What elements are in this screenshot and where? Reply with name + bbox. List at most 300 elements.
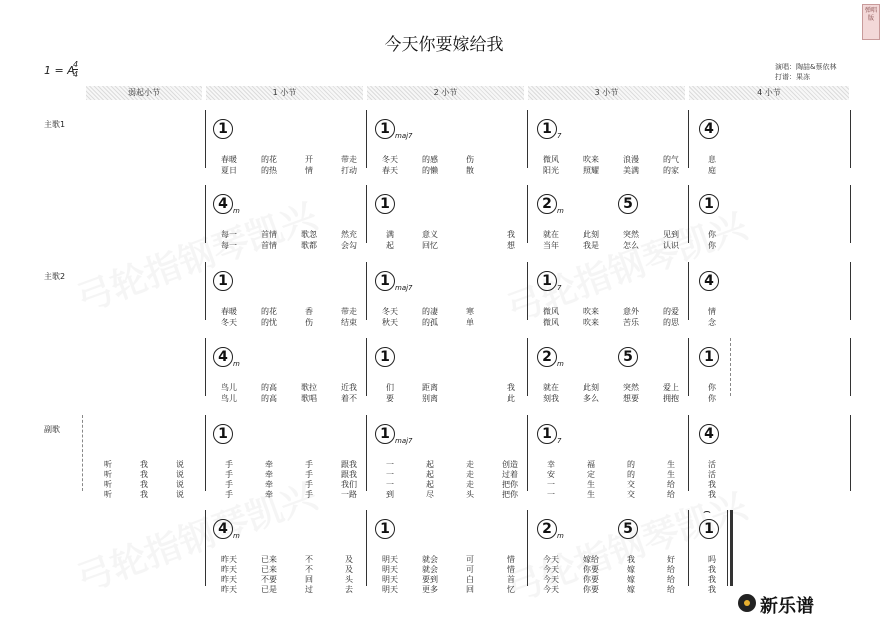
lyric-word: 手 [305,460,313,469]
lyric-word: 手 [225,460,233,469]
chord-degree: 1 [213,271,233,291]
chord-degree: 1 [375,424,395,444]
lyric-word: 给 [667,490,675,499]
chord-quality: maj7 [395,284,413,292]
chord-degree: 5 [618,519,638,539]
chord-symbol [699,118,719,140]
lyric-word: 你要 [583,575,599,584]
site-logo: 新乐谱 [760,596,814,617]
chord-quality: m [557,532,564,540]
bar-header-2: 2 小节 [367,86,524,100]
lyric-word: 手 [305,470,313,479]
lyric-word: 歌都 [301,241,317,250]
chord-degree: 4 [213,347,233,367]
lyric-word: 见到 [663,230,679,239]
lyric-word: 带走 [341,307,357,316]
lyric-word: 我 [708,575,716,584]
lyric-word: 走 [466,460,474,469]
barline [688,415,689,491]
chord-symbol [537,118,561,140]
lyric-word: 手 [225,470,233,479]
lyric-word: 然充 [341,230,357,239]
lyric-word: 爱上 [663,383,679,392]
lyric-word: 昨天 [221,585,237,594]
barline [527,338,528,396]
chord-symbol [537,423,561,445]
song-title: 今天你要嫁给我 [384,35,504,55]
barline [688,110,689,168]
chord-symbol [537,270,561,292]
lyric-word: 明天 [382,585,398,594]
lyric-word: 给 [667,480,675,489]
lyric-word: 突然 [623,230,639,239]
lyric-word: 就在 [543,383,559,392]
lyric-word: 我 [140,480,148,489]
barline [366,338,367,396]
lyric-word: 的懒 [422,166,438,175]
lyric-word: 头 [345,575,353,584]
lyric-word: 可 [466,565,474,574]
lyric-word: 的气 [663,155,679,164]
lyric-word: 意外 [623,307,639,316]
lyric-word: 距离 [422,383,438,392]
lyric-word: 说 [176,460,184,469]
lyric-word: 生 [667,460,675,469]
lyric-word: 嫁 [627,575,635,584]
lyric-word: 生 [667,470,675,479]
lyric-word: 突然 [623,383,639,392]
barline [527,185,528,243]
lyric-word: 鸟儿 [221,383,237,392]
lyric-word: 起 [426,480,434,489]
lyric-word: 的热 [261,166,277,175]
lyric-word: 已来 [261,565,277,574]
chord-quality: m [233,360,240,368]
lyric-word: 走 [466,480,474,489]
lyric-word: 给 [667,575,675,584]
lyric-word: 伤 [466,155,474,164]
lyric-word: 息 [708,155,716,164]
lyric-word: 的花 [261,307,277,316]
chord-symbol [699,346,719,368]
lyric-word: 我 [140,490,148,499]
lyric-word: 惜 [507,565,515,574]
lyric-word: 已是 [261,585,277,594]
lyric-word: 手 [305,480,313,489]
barline [205,338,206,396]
meter-top: 4 [73,60,79,69]
chord-degree: 1 [537,424,557,444]
chord-symbol [375,193,395,215]
barline [527,415,528,491]
chord-degree: 5 [618,347,638,367]
lyric-word: 回 [466,585,474,594]
lyric-word: 春暖 [221,155,237,164]
lyric-word: 要到 [422,575,438,584]
lyric-word: 吹来 [583,155,599,164]
chord-symbol [537,193,564,215]
lyric-word: 昨天 [221,555,237,564]
lyric-word: 刻我 [543,394,559,403]
lyric-word: 寒 [466,307,474,316]
lyric-word: 浪漫 [623,155,639,164]
lyric-word: 着不 [341,394,357,403]
lyric-word: 交 [627,490,635,499]
lyric-word: 我 [507,383,515,392]
lyric-word: 的高 [261,394,277,403]
lyric-word: 昨天 [221,565,237,574]
lyric-word: 微风 [543,318,559,327]
lyric-word: 创造 [502,460,518,469]
lyric-word: 微风 [543,155,559,164]
lyric-word: 安 [547,470,555,479]
chord-symbol [537,346,564,368]
lyric-word: 鸟儿 [221,394,237,403]
barline [527,110,528,168]
lyric-word: 昨天 [221,575,237,584]
barline [205,262,206,320]
lyric-word: 生 [587,480,595,489]
chord-degree: 1 [375,519,395,539]
lyric-word: 近我 [341,383,357,392]
lyric-word: 今天 [543,575,559,584]
chord-symbol [375,118,413,140]
lyric-word: 秋天 [382,318,398,327]
lyric-word: 今天 [543,555,559,564]
lyric-word: 我 [708,480,716,489]
lyric-word: 回忆 [422,241,438,250]
barline [205,510,206,586]
lyric-word: 过着 [502,470,518,479]
section-chorus: 副歌 [44,425,60,434]
bar-header-3: 3 小节 [528,86,685,100]
chord-symbol [213,118,233,140]
fermata-icon: ⌢ [703,504,711,518]
lyric-word: 你要 [583,565,599,574]
chord-symbol [375,270,413,292]
lyric-word: 此刻 [583,230,599,239]
lyric-word: 好 [667,555,675,564]
lyric-word: 我 [708,565,716,574]
lyric-word: 一 [386,460,394,469]
lyric-word: 听 [104,470,112,479]
lyric-word: 结束 [341,318,357,327]
chord-degree: 1 [213,119,233,139]
lyric-word: 的 [627,460,635,469]
lyric-word: 的 [627,470,635,479]
lyric-word: 就在 [543,230,559,239]
arranger-credit: 打谱：果冻 [775,73,810,81]
barline [850,185,851,243]
lyric-word: 首 [507,575,515,584]
key-signature: 1 = A [44,64,75,77]
lyric-word: 说 [176,470,184,479]
time-signature [73,60,78,79]
lyric-word: 单 [466,318,474,327]
lyric-word: 我 [140,470,148,479]
chord-quality: 7 [557,284,562,292]
chord-quality: m [557,207,564,215]
lyric-word: 跟我 [341,460,357,469]
lyric-word: 冬天 [382,155,398,164]
chord-symbol [213,346,240,368]
lyric-word: 情 [305,166,313,175]
lyric-word: 起 [386,241,394,250]
lyric-word: 及 [345,555,353,564]
lyric-word: 手 [305,490,313,499]
lyric-word: 拥抱 [663,394,679,403]
lyric-word: 的孤 [422,318,438,327]
lyric-word: 明天 [382,565,398,574]
chord-symbol [699,193,719,215]
chord-symbol [375,423,413,445]
lyric-word: 开 [305,155,313,164]
lyric-word: 的高 [261,383,277,392]
lyric-word: 情 [708,307,716,316]
lyric-word: 跟我 [341,470,357,479]
barline [205,110,206,168]
lyric-word: 你 [708,383,716,392]
lyric-word: 想 [507,241,515,250]
lyric-word: 微风 [543,307,559,316]
lyric-word: 不要 [261,575,277,584]
lyric-word: 头 [466,490,474,499]
chord-degree: 4 [699,119,719,139]
lyric-word: 的爱 [663,307,679,316]
lyric-word: 去 [345,585,353,594]
lyric-word: 歌唱 [301,394,317,403]
lyric-word: 不 [305,565,313,574]
chord-symbol [699,270,719,292]
lyric-word: 首情 [261,230,277,239]
lyric-word: 尽 [426,490,434,499]
barline [688,338,689,396]
edition-badge: 弹唱版 [862,4,880,40]
barline [688,262,689,320]
lyric-word: 想要 [623,394,639,403]
lyric-word: 今天 [543,585,559,594]
lyric-word: 你要 [583,585,599,594]
lyric-word: 嫁 [627,565,635,574]
lyric-word: 把你 [502,480,518,489]
chord-degree: 1 [213,424,233,444]
chord-degree: 4 [699,424,719,444]
lyric-word: 每一 [221,241,237,250]
lyric-word: 回 [305,575,313,584]
lyric-word: 我是 [583,241,599,250]
barline [366,185,367,243]
barline [366,110,367,168]
singer-credit: 演唱：陶喆&蔡依林 [775,63,837,71]
lyric-word: 我 [627,555,635,564]
final-barline [727,510,728,586]
lyric-word: 香 [305,307,313,316]
chord-quality: maj7 [395,132,413,140]
lyric-word: 不 [305,555,313,564]
lyric-word: 的凄 [422,307,438,316]
lyric-word: 阳光 [543,166,559,175]
pickup-barline [82,415,83,491]
lyric-word: 满 [386,230,394,239]
lyric-word: 此 [507,394,515,403]
lyric-word: 明天 [382,555,398,564]
lyric-word: 打动 [341,166,357,175]
lyric-word: 说 [176,480,184,489]
lyric-word: 听 [104,480,112,489]
lyric-word: 散 [466,166,474,175]
bar-header-pickup: 弱起小节 [86,86,202,100]
lyric-word: 伤 [305,318,313,327]
lyric-word: 首情 [261,241,277,250]
chord-degree: 4 [213,194,233,214]
lyric-word: 怎么 [623,241,639,250]
dashed-barline [730,338,731,396]
lyric-word: 要 [386,394,394,403]
lyric-word: 们 [386,383,394,392]
lyric-word: 吗 [708,555,716,564]
lyric-word: 冬天 [382,307,398,316]
barline [850,415,851,491]
lyric-word: 今天 [543,565,559,574]
lyric-word: 的感 [422,155,438,164]
chord-degree: 2 [537,519,557,539]
barline [366,415,367,491]
lyric-word: 更多 [422,585,438,594]
chord-symbol [213,518,240,540]
lyric-word: 的家 [663,166,679,175]
lyric-word: 美满 [623,166,639,175]
lyric-word: 吹来 [583,318,599,327]
lyric-word: 定 [587,470,595,479]
lyric-word: 给 [667,565,675,574]
lyric-word: 歌忽 [301,230,317,239]
chord-degree: 1 [375,271,395,291]
lyric-word: 牵 [265,490,273,499]
lyric-word: 歌拉 [301,383,317,392]
lyric-word: 多么 [583,394,599,403]
chord-degree: 1 [375,119,395,139]
barline [688,185,689,243]
lyric-word: 及 [345,565,353,574]
lyric-word: 的花 [261,155,277,164]
lyric-word: 手 [225,490,233,499]
lyric-word: 已来 [261,555,277,564]
chord-symbol [618,346,638,368]
barline [366,510,367,586]
chord-quality: maj7 [395,437,413,445]
lyric-word: 念 [708,318,716,327]
lyric-word: 起 [426,460,434,469]
lyric-word: 嫁 [627,585,635,594]
lyric-word: 我们 [341,480,357,489]
lyric-word: 牵 [265,460,273,469]
lyric-word: 嫁给 [583,555,599,564]
lyric-word: 夏日 [221,166,237,175]
lyric-word: 白 [466,575,474,584]
chord-symbol [213,270,233,292]
lyric-word: 照耀 [583,166,599,175]
lyric-word: 你 [708,241,716,250]
lyric-word: 生 [587,490,595,499]
barline [850,110,851,168]
lyric-word: 一 [386,480,394,489]
section-verse-2: 主歌2 [44,272,66,281]
lyric-word: 当年 [543,241,559,250]
vinyl-logo-icon [738,594,756,612]
chord-degree: 2 [537,194,557,214]
barline [688,510,689,586]
lyric-word: 说 [176,490,184,499]
barline [205,185,206,243]
lyric-word: 听 [104,490,112,499]
lyric-word: 手 [225,480,233,489]
chord-degree: 1 [537,271,557,291]
lyric-word: 就会 [422,565,438,574]
chord-degree: 1 [375,347,395,367]
lyric-word: 牵 [265,480,273,489]
bar-header-4: 4 小节 [689,86,849,100]
lyric-word: 走 [466,470,474,479]
section-verse-1: 主歌1 [44,120,66,129]
lyric-word: 把你 [502,490,518,499]
lyric-word: 给 [667,585,675,594]
chord-symbol [213,193,240,215]
barline [366,262,367,320]
lyric-word: 冬天 [221,318,237,327]
lyric-word: 忆 [507,585,515,594]
lyric-word: 每一 [221,230,237,239]
chord-degree: 1 [699,347,719,367]
meter-bottom: 4 [73,70,79,79]
lyric-word: 一 [547,480,555,489]
lyric-word: 一 [386,470,394,479]
chord-quality: m [233,532,240,540]
lyric-word: 认识 [663,241,679,250]
chord-symbol [618,193,638,215]
lyric-word: 牵 [265,470,273,479]
lyric-word: 春天 [382,166,398,175]
lyric-word: 福 [587,460,595,469]
chord-symbol [618,518,638,540]
chord-quality: m [233,207,240,215]
lyric-word: 我 [708,585,716,594]
lyric-word: 会勾 [341,241,357,250]
lyric-word: 活 [708,460,716,469]
barline [850,338,851,396]
watermark [69,188,323,322]
lyric-word: 你 [708,394,716,403]
lyric-word: 明天 [382,575,398,584]
chord-degree: 1 [699,194,719,214]
lyric-word: 此刻 [583,383,599,392]
chord-quality: m [557,360,564,368]
lyric-word: 带走 [341,155,357,164]
chord-symbol [699,423,719,445]
lyric-word: 听 [104,460,112,469]
chord-symbol [375,346,395,368]
lyric-word: 起 [426,470,434,479]
chord-degree: 1 [375,194,395,214]
chord-degree: 1 [699,519,719,539]
lyric-word: 意义 [422,230,438,239]
lyric-word: 春暖 [221,307,237,316]
lyric-word: 交 [627,480,635,489]
chord-degree: 5 [618,194,638,214]
bar-header-1: 1 小节 [206,86,363,100]
lyric-word: 活 [708,470,716,479]
chord-quality: 7 [557,132,562,140]
lyric-word: 就会 [422,555,438,564]
